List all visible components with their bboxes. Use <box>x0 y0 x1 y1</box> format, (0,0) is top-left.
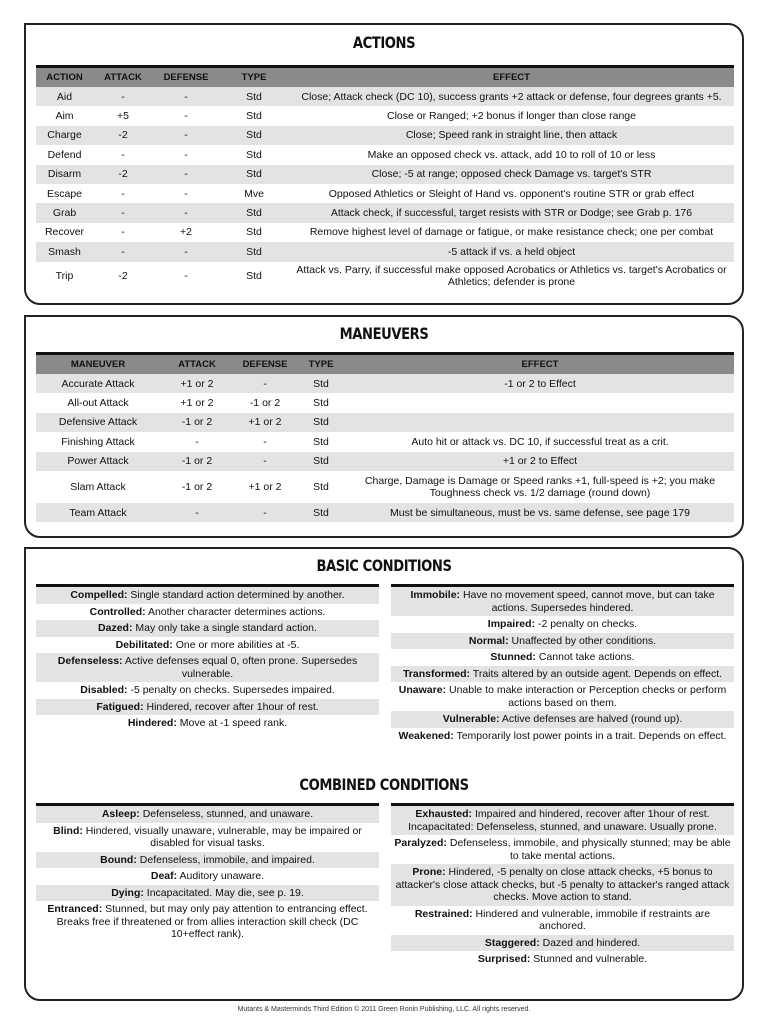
maneuver-type: Std <box>313 397 329 410</box>
action-name: Trip <box>55 270 74 283</box>
basic-condition-description: -5 penalty on checks. Supersedes impaired. <box>130 684 335 696</box>
maneuver-defense: - <box>234 503 296 522</box>
basic-condition-item <box>391 616 734 633</box>
maneuver-name: Team Attack <box>36 503 160 522</box>
combined-condition-item <box>391 864 734 906</box>
combined-condition-description: Dazed and hindered. <box>542 936 641 949</box>
action-type: Std <box>219 242 289 261</box>
combined-condition-description: Hindered, visually unaware, vulnerable, may be impaired or disabled for visual tasks. <box>85 824 362 849</box>
combined-condition-description: Defenseless, immobile, and impaired. <box>139 853 315 866</box>
action-defense: - <box>153 242 219 261</box>
combined-condition-term: Asleep: <box>101 808 140 820</box>
basic-condition-description: One or more abilities at -5. <box>175 638 300 651</box>
action-effect: -5 attack if vs. a held object <box>289 242 734 261</box>
action-defense: - <box>153 87 219 106</box>
action-effect: Remove highest level of damage or fatigue, or make resistance check; one per combat <box>309 226 714 239</box>
action-attack: - <box>121 187 125 200</box>
basic-condition-item <box>36 587 379 604</box>
actions-title: ACTIONS <box>352 33 416 52</box>
action-attack: - <box>121 226 125 239</box>
maneuver-type: Std <box>296 413 346 432</box>
action-name: Smash <box>36 242 93 261</box>
maneuver-type: Std <box>296 374 346 393</box>
combined-condition-item <box>36 823 379 852</box>
action-effect: Close; -5 at range; opposed check Damage vs. target's STR <box>289 165 734 184</box>
actions-table <box>36 65 734 291</box>
combined-condition-term: Entranced: <box>47 903 103 915</box>
maneuver-effect: +1 or 2 to Effect <box>346 452 734 471</box>
action-type: Std <box>219 87 289 106</box>
maneuver-effect: Must be simultaneous, must be vs. same defense, see page 179 <box>346 503 734 522</box>
maneuver-row <box>36 413 734 432</box>
maneuver-row <box>36 471 734 503</box>
maneuver-row <box>36 374 734 393</box>
action-defense: - <box>184 148 188 161</box>
maneuver-attack: +1 or 2 <box>180 397 214 410</box>
action-attack: - <box>93 87 153 106</box>
maneuvers-header-effect: EFFECT <box>346 354 734 375</box>
combined-condition-term: Dying: <box>111 886 144 899</box>
basic-condition-term: Transformed: <box>402 667 471 680</box>
maneuver-defense: - <box>234 452 296 471</box>
action-attack: -2 <box>93 126 153 145</box>
combined-condition-item <box>391 835 734 864</box>
action-effect: Opposed Athletics or Sleight of Hand vs. opponent's routine STR or grab effect <box>328 187 695 200</box>
actions-header-attack: ATTACK <box>93 67 153 88</box>
basic-condition-description: Active defenses equal 0, often prone. Supersedes vulnerable. <box>124 655 358 680</box>
basic-condition-term: Defenseless: <box>57 655 123 667</box>
combined-condition-item <box>36 852 379 869</box>
basic-condition-term: Hindered: <box>127 717 177 729</box>
action-type: Std <box>246 110 262 123</box>
basic-condition-description: Have no movement speed, cannot move, but can take actions. Supersedes hindered. <box>462 589 715 614</box>
maneuver-effect <box>346 413 734 432</box>
combined-condition-term: Staggered: <box>484 936 540 949</box>
maneuver-effect: Charge, Damage is Damage or Speed ranks +1, full-speed is +2; you make Toughness check vs. 1/2 damage (round down) <box>364 474 716 499</box>
action-name: Grab <box>36 203 93 222</box>
basic-condition-item <box>391 682 734 711</box>
maneuver-attack: +1 or 2 <box>160 374 234 393</box>
action-defense: - <box>184 110 188 123</box>
combined-condition-description: Hindered and vulnerable, immobile if restraints are anchored. <box>475 907 711 932</box>
combined-condition-description: Incapacitated. May die, see p. 19. <box>146 886 304 899</box>
action-name: Disarm <box>36 165 93 184</box>
action-defense: +2 <box>180 226 192 239</box>
maneuver-effect <box>346 393 734 412</box>
combined-condition-item <box>391 806 734 835</box>
combined-condition-description: Impaired and hindered, recover after 1hour of rest. Incapacitated: Defenseless, stunned, and unaware. Usually prone. <box>408 808 717 833</box>
basic-condition-description: Another character determines actions. <box>147 605 326 618</box>
maneuver-attack: -1 or 2 <box>160 452 234 471</box>
basic-condition-term: Fatigued: <box>96 700 144 713</box>
combined-condition-description: Hindered, -5 penalty on close attack checks, +5 bonus to attacker's close attack checks, but -5 penalty to attacker's ranged attack checks. Move action to stand. <box>395 866 730 903</box>
combined-condition-item <box>36 868 379 885</box>
basic-condition-item <box>391 666 734 683</box>
action-type: Std <box>219 203 289 222</box>
basic-condition-description: Active defenses are halved (round up). <box>501 713 683 725</box>
maneuver-name: Power Attack <box>36 452 160 471</box>
maneuver-defense: +1 or 2 <box>248 480 282 493</box>
action-defense: - <box>153 126 219 145</box>
maneuver-row <box>36 393 734 412</box>
maneuver-name: Accurate Attack <box>36 374 160 393</box>
action-attack: +5 <box>117 110 129 123</box>
basic-condition-term: Immobile: <box>410 589 461 601</box>
action-row <box>36 262 734 291</box>
maneuver-defense: +1 or 2 <box>234 413 296 432</box>
action-row <box>36 184 734 203</box>
maneuver-defense: - <box>234 374 296 393</box>
basic-condition-term: Dazed: <box>98 622 133 634</box>
action-row <box>36 242 734 261</box>
basic-conditions-title: BASIC CONDITIONS <box>316 556 452 575</box>
basic-condition-item <box>391 649 734 666</box>
action-effect: Close or Ranged; +2 bonus if longer than close range <box>387 110 636 123</box>
basic-condition-item <box>391 711 734 728</box>
action-row <box>36 87 734 106</box>
action-row <box>36 203 734 222</box>
maneuver-attack: -1 or 2 <box>160 413 234 432</box>
basic-condition-item <box>36 637 379 654</box>
basic-conditions-left <box>36 587 379 732</box>
basic-condition-description: -2 penalty on checks. <box>537 618 638 630</box>
action-attack: - <box>121 148 125 161</box>
maneuver-name: All-out Attack <box>67 397 129 410</box>
basic-condition-term: Impaired: <box>487 618 536 630</box>
basic-conditions-right <box>391 587 734 744</box>
action-defense: - <box>153 165 219 184</box>
combined-condition-term: Blind: <box>53 824 83 837</box>
action-row <box>36 126 734 145</box>
basic-condition-term: Stunned: <box>490 651 536 663</box>
action-attack: -2 <box>118 270 128 283</box>
actions-header-defense: DEFENSE <box>153 67 219 88</box>
basic-condition-description: Temporarily lost power points in a trait. Depends on effect. <box>456 729 727 742</box>
maneuver-row <box>36 452 734 471</box>
maneuvers-header-maneuver: MANEUVER <box>36 354 160 375</box>
maneuver-attack: -1 or 2 <box>181 480 213 493</box>
basic-condition-term: Weakened: <box>398 729 454 742</box>
combined-condition-term: Restrained: <box>414 907 473 920</box>
combined-condition-term: Deaf: <box>150 870 178 882</box>
maneuver-name: Defensive Attack <box>36 413 160 432</box>
combined-condition-item <box>36 885 379 902</box>
combined-condition-item <box>391 906 734 935</box>
basic-condition-item <box>391 587 734 616</box>
basic-condition-item <box>36 682 379 699</box>
action-effect: Make an opposed check vs. attack, add 10 to roll of 10 or less <box>367 148 656 161</box>
combined-condition-item <box>391 951 734 968</box>
combined-condition-term: Prone: <box>412 866 446 878</box>
action-row <box>36 145 734 164</box>
maneuvers-header-attack: ATTACK <box>160 354 234 375</box>
maneuvers-table <box>36 352 734 522</box>
actions-header-action: ACTION <box>36 67 93 88</box>
combined-condition-item <box>36 806 379 823</box>
action-effect: Attack check, if successful, target resists with STR or Dodge; see Grab p. 176 <box>289 203 734 222</box>
basic-condition-description: Traits altered by an outside agent. Depends on effect. <box>472 667 723 680</box>
maneuver-defense: - <box>263 435 267 448</box>
maneuvers-header-defense: DEFENSE <box>234 354 296 375</box>
basic-condition-item <box>391 728 734 745</box>
maneuver-row <box>36 432 734 451</box>
action-type: Std <box>246 148 262 161</box>
basic-condition-term: Controlled: <box>89 605 146 618</box>
basic-condition-item <box>36 699 379 716</box>
combined-conditions-title: COMBINED CONDITIONS <box>299 775 469 794</box>
maneuver-type: Std <box>296 503 346 522</box>
action-attack: - <box>93 203 153 222</box>
combined-condition-term: Exhausted: <box>415 808 473 820</box>
maneuver-row <box>36 503 734 522</box>
action-type: Std <box>219 165 289 184</box>
combined-condition-description: Defenseless, stunned, and unaware. <box>142 808 314 820</box>
combined-condition-term: Surprised: <box>477 953 531 965</box>
basic-condition-description: Move at -1 speed rank. <box>179 717 288 729</box>
action-type: Mve <box>244 187 264 200</box>
action-name: Escape <box>46 187 83 200</box>
actions-header-type: TYPE <box>219 67 289 88</box>
maneuver-name: Finishing Attack <box>61 435 135 448</box>
action-name: Recover <box>44 226 85 239</box>
maneuver-defense: -1 or 2 <box>249 397 281 410</box>
basic-condition-term: Vulnerable: <box>442 713 500 725</box>
action-name: Charge <box>36 126 93 145</box>
basic-condition-term: Compelled: <box>70 589 128 601</box>
combined-condition-description: Stunned and vulnerable. <box>533 953 648 965</box>
maneuver-attack: - <box>160 503 234 522</box>
combined-condition-term: Bound: <box>100 853 137 866</box>
combined-condition-description: Stunned, but may only pay attention to entrancing effect. Breaks free if threatened or from allies interaction skill check (DC 10+effect rank). <box>56 903 368 940</box>
action-type: Std <box>219 126 289 145</box>
action-attack: - <box>93 242 153 261</box>
action-defense: - <box>153 203 219 222</box>
basic-condition-term: Disabled: <box>80 684 128 696</box>
basic-condition-term: Normal: <box>468 634 509 647</box>
basic-condition-description: Single standard action determined by another. <box>130 589 345 601</box>
maneuver-effect: -1 or 2 to Effect <box>346 374 734 393</box>
action-type: Std <box>246 226 262 239</box>
maneuvers-panel <box>24 315 744 538</box>
maneuver-effect: Auto hit or attack vs. DC 10, if successful treat as a crit. <box>411 435 669 448</box>
action-attack: -2 <box>93 165 153 184</box>
action-name: Aid <box>36 87 93 106</box>
combined-condition-description: Auditory unaware. <box>179 870 265 882</box>
basic-condition-description: Unaffected by other conditions. <box>511 634 657 647</box>
action-defense: - <box>184 270 188 283</box>
basic-condition-term: Debilitated: <box>115 638 173 651</box>
maneuver-attack: - <box>195 435 199 448</box>
actions-panel <box>24 23 744 305</box>
combined-condition-item <box>391 935 734 952</box>
basic-condition-item <box>36 653 379 682</box>
basic-condition-item <box>36 620 379 637</box>
maneuver-type: Std <box>313 435 329 448</box>
copyright-footer: Mutants & Masterminds Third Edition © 2011 Green Ronin Publishing, LLC. All rights reserved. <box>237 1006 531 1013</box>
basic-condition-description: Unable to make interaction or Perception checks or perform actions based on them. <box>448 684 727 709</box>
action-effect: Close; Attack check (DC 10), success grants +2 attack or defense, four degrees grants +5. <box>289 87 734 106</box>
combined-conditions-right <box>391 806 734 968</box>
action-effect: Attack vs. Parry, if successful make opposed Acrobatics or Athletics vs. target's Acrobatics or Athletics; defender is prone <box>296 264 727 289</box>
basic-condition-description: Hindered, recover after 1hour of rest. <box>146 700 319 713</box>
combined-condition-term: Paralyzed: <box>394 837 447 849</box>
maneuvers-header-type: TYPE <box>296 354 346 375</box>
basic-condition-description: Cannot take actions. <box>538 651 635 663</box>
basic-condition-description: May only take a single standard action. <box>135 622 317 634</box>
action-row <box>36 106 734 125</box>
combined-condition-item <box>36 901 379 943</box>
action-name: Defend <box>47 148 82 161</box>
maneuver-name: Slam Attack <box>70 480 126 493</box>
basic-condition-item <box>36 604 379 621</box>
combined-conditions-left <box>36 806 379 943</box>
action-type: Std <box>246 270 262 283</box>
action-name: Aim <box>55 110 74 123</box>
action-effect: Close; Speed rank in straight line, then attack <box>289 126 734 145</box>
combined-condition-description: Defenseless, immobile, and physically stunned; may be able to take mental actions. <box>449 837 731 862</box>
maneuver-type: Std <box>296 452 346 471</box>
basic-condition-item <box>391 633 734 650</box>
action-defense: - <box>184 187 188 200</box>
conditions-panel <box>24 547 744 1001</box>
basic-condition-item <box>36 715 379 732</box>
action-row <box>36 165 734 184</box>
maneuvers-title: MANEUVERS <box>339 324 429 343</box>
actions-header-effect: EFFECT <box>289 67 734 88</box>
maneuver-type: Std <box>313 480 329 493</box>
basic-condition-term: Unaware: <box>398 684 447 696</box>
action-row <box>36 223 734 242</box>
